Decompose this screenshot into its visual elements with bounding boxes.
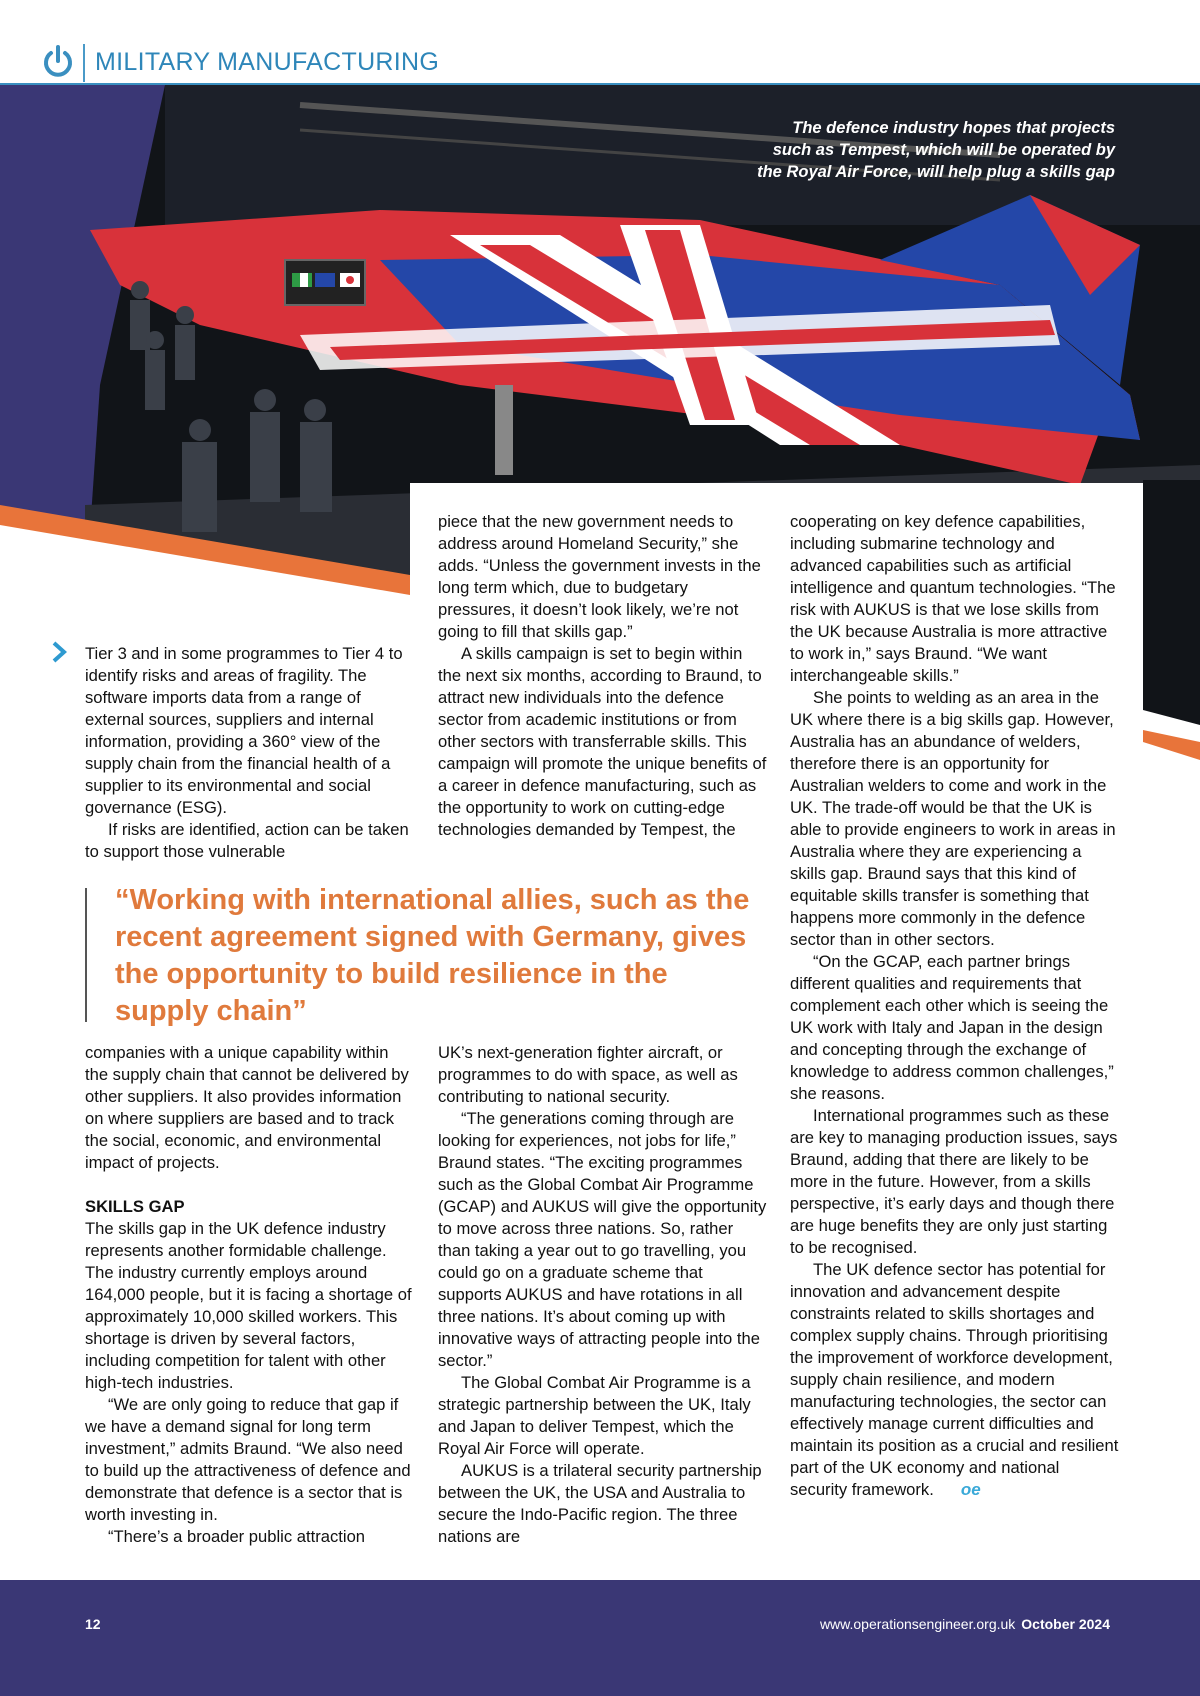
column-1-bottom bbox=[85, 1042, 415, 1548]
chevron-right-icon bbox=[50, 640, 68, 664]
paragraph: The Global Combat Air Programme is a strategic partnership between the UK, Italy and Japan to deliver Tempest, which the Royal Air Force will operate. bbox=[438, 1373, 751, 1458]
footer-info bbox=[820, 1616, 1110, 1632]
paragraph: International programmes such as these are key to managing production issues, says Braund, adding that there are likely to be more in the future. However, from a skills perspective, it’s early days and though there are huge benefits they are only just starting to be recognised. bbox=[790, 1106, 1118, 1257]
end-mark-logo: oe bbox=[960, 1480, 981, 1499]
paragraph: She points to welding as an area in the UK where there is a big skills gap. However, Australia has an abundance of welders, therefore there is an opportunity for Australian welders to come and work in the UK. The trade-off would be that the UK is able to provide engineers to work in areas in Australia where they are experiencing a skills gap. Braund says that this kind of equitable skills transfer is something that happens more commonly in the defence sector than in other sectors. bbox=[790, 688, 1116, 949]
image-caption: The defence industry hopes that projects such as Tempest, which will be operated by the Royal Air Force, will help plug a skills gap bbox=[757, 119, 1115, 181]
power-icon bbox=[41, 44, 75, 80]
paragraph: Tier 3 and in some programmes to Tier 4 to identify risks and areas of fragility. The software imports data from a range of external sources, suppliers and internal information, providing a 360° view of the supply chain from the financial health of a supplier to its environmental and social governance (ESG). bbox=[85, 644, 403, 817]
paragraph: “On the GCAP, each partner brings different qualities and requirements that complement each other which is seeing the UK work with Italy and Japan in the design and concepting through the exchange of knowledge to address common challenges,” she reasons. bbox=[790, 952, 1114, 1103]
paragraph: “There’s a broader public attraction bbox=[108, 1527, 366, 1546]
header-divider bbox=[83, 44, 85, 82]
column-2-top bbox=[438, 511, 768, 841]
paragraph: cooperating on key defence capabilities, including submarine technology and advanced capabilities such as artificial intelligence and quantum technologies. “The risk with AUKUS is that we lose skills from the UK because Australia is more attractive to work in,” says Braund. “We want interchangeable skills.” bbox=[790, 512, 1116, 685]
page-footer bbox=[0, 1580, 1200, 1696]
paragraph: AUKUS is a trilateral security partnership between the UK, the USA and Australia to secure the Indo-Pacific region. The three nations are bbox=[438, 1461, 762, 1546]
column-1-top bbox=[85, 643, 415, 863]
paragraph: “The generations coming through are looking for experiences, not jobs for life,” Braund states. “The exciting programmes such as the Global Combat Air Programme (GCAP) and AUKUS will give the opportunity to move across three nations. So, rather than taking a year out to go travelling, you could go on a graduate scheme that supports AUKUS and have rotations in all three nations. It’s about coming up with innovative ways of attracting people into the sector.” bbox=[438, 1109, 767, 1370]
spacer bbox=[85, 1174, 415, 1196]
paragraph: If risks are identified, action can be taken to support those vulnerable bbox=[85, 820, 409, 861]
pullquote-rule bbox=[85, 888, 87, 1022]
paragraph: A skills campaign is set to begin within the next six months, according to Braund, to attract new individuals into the defence sector from academic institutions or from other sectors with transferrable skills. This campaign will promote the unique benefits of a career in defence manufacturing, such as the opportunity to work on cutting-edge technologies demanded by Tempest, the bbox=[438, 644, 767, 839]
paragraph-final bbox=[790, 1259, 1120, 1501]
website-link[interactable]: www.operationsengineer.org.uk bbox=[819, 1616, 1016, 1632]
paragraph: UK’s next-generation fighter aircraft, or programmes to do with space, as well as contributing to national security. bbox=[438, 1043, 738, 1106]
paragraph: piece that the new government needs to address around Homeland Security,” she adds. “Unless the government invests in the long term which, due to budgetary pressures, it doesn’t look likely, we’re not going to fill that skills gap.” bbox=[438, 512, 761, 641]
orange-stripe-right bbox=[1143, 480, 1200, 760]
subheading: SKILLS GAP bbox=[85, 1197, 185, 1216]
issue-date: October 2024 bbox=[1021, 1616, 1110, 1632]
paragraph: companies with a unique capability within the supply chain that cannot be delivered by other suppliers. It also provides information on where suppliers are based and to track the social, economic, and environmental impact of projects. bbox=[85, 1043, 409, 1172]
column-3 bbox=[790, 511, 1120, 1501]
paragraph: The skills gap in the UK defence industry represents another formidable challenge. The industry currently employs around 164,000 people, but it is facing a shortage of approximately 10,000 skilled workers. This shortage is driven by several factors, including competition for talent with other high-tech industries. bbox=[85, 1219, 412, 1392]
column-2-bottom bbox=[438, 1042, 768, 1548]
pull-quote: “Working with international allies, such as the recent agreement signed with Germany, gives the opportunity to build resilience in the supply chain” bbox=[115, 884, 750, 1027]
section-title: MILITARY MANUFACTURING bbox=[95, 48, 440, 76]
page-header bbox=[0, 0, 1200, 84]
page-number: 12 bbox=[85, 1616, 101, 1632]
paragraph-text: The UK defence sector has potential for innovation and advancement despite constraints related to skills shortages and complex supply chains. Through prioritising the improvement of workforce development, supply chain resilience, and modern manufacturing technologies, the sector can effectively manage current difficulties and maintain its position as a crucial and resilient part of the UK economy and national security framework. bbox=[790, 1260, 1119, 1499]
paragraph: “We are only going to reduce that gap if we have a demand signal for long term investment,” admits Braund. “We also need to build up the attractiveness of defence and demonstrate that defence is a sector that is worth investing in. bbox=[85, 1395, 411, 1524]
